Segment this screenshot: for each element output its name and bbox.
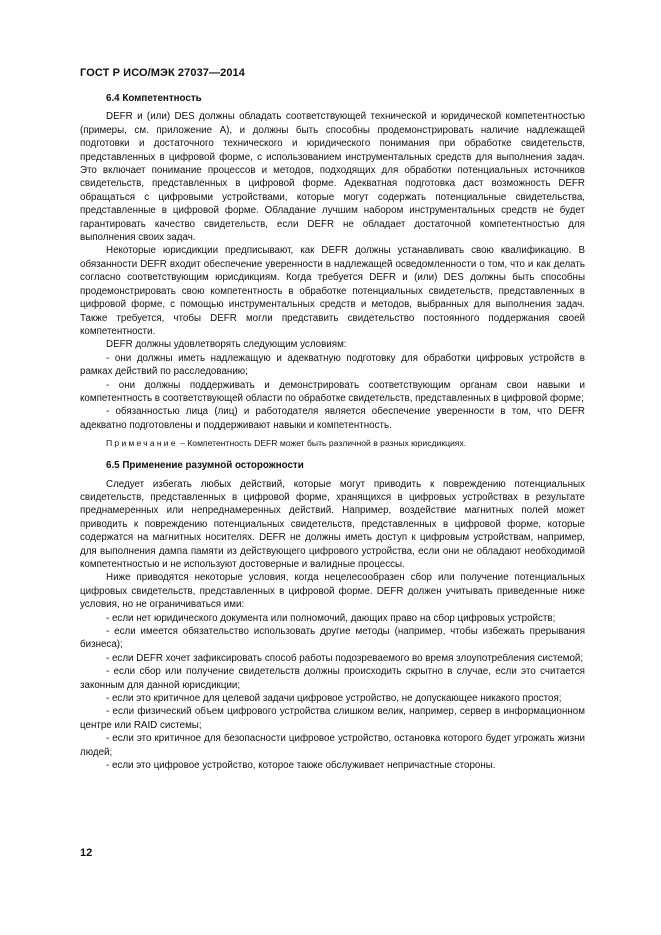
note-text: – Компетентность DEFR может быть различной в разных юрисдикциях. bbox=[177, 438, 467, 449]
paragraph: DEFR должны удовлетворять следующим условиям: bbox=[106, 339, 347, 351]
list-item: - если это критичное для безопасности цифровое устройство, остановка которого будет угрожать жизни людей; bbox=[80, 733, 585, 758]
list-item: - если сбор или получение свидетельств должны происходить скрытно в случае, если это считается законным для данной юрисдикции; bbox=[80, 666, 585, 691]
list-item: - если это критичное для целевой задачи цифровое устройство, не допускающее никакого простоя; bbox=[106, 693, 562, 705]
list-item: - если нет юридического документа или полномочий, дающих право на сбор цифровых устройств; bbox=[106, 612, 556, 624]
list-item: - обязанностью лица (лиц) и работодателя является обеспечение уверенности в том, что DEFR адекватно подготовлены и поддерживают навыки и компетентность. bbox=[80, 406, 585, 431]
paragraph: Следует избегать любых действий, которые могут приводить к повреждению потенциальных свидетельств, представленных в цифровой форме, хранящихся в цифровых устройствах в результате преднамеренных или непреднамеренных действий. Например, воздействие магнитных полей может приводить к повреждению потенциальных свидетельств, представленных в цифровой форме, которые содержатся на магнитных носителях. DEFR не должны иметь доступ к цифровым устройствам, например, для выполнения дампа памяти из действующего цифрового устройства, если они не обладают необходимой компетентностью и не используют достоверные и валидные процессы. bbox=[80, 478, 585, 570]
page-number: 12 bbox=[80, 847, 93, 859]
list-item: - если имеется обязательство использовать другие методы (например, чтобы избежать прерывания бизнеса); bbox=[80, 626, 585, 651]
section-heading-6-4: 6.4 Компетентность bbox=[106, 93, 202, 104]
list-item: - они должны иметь надлежащую и адекватную подготовку для обработки цифровых устройств в рамках действий по расследованию; bbox=[80, 352, 585, 378]
paragraph: Некоторые юрисдикции предписывают, как DEFR должны устанавливать свою квалификацию. В обязанности DEFR входит обеспечение уверенности в надлежащей осведомленности о том, что и как делать согласно соответствующим юрисдикциям. Когда требуется DEFR и (или) DES должны быть способны продемонстрировать свою компетентность в обработке потенциальных свидетельств, представленных в цифровой форме, с помощью инструментальных средств и методов, выбранных для выполнения задач. Также требуется, чтобы DEFR могли представить свидетельство постоянного поддержания своей компетентности. bbox=[80, 245, 585, 337]
paragraph: Ниже приводятся некоторые условия, когда нецелесообразен сбор или получение потенциальных цифровых свидетельств, представленных в цифровой форме. DEFR должен учитывать приведенные ниже условия, но не ограничиваться ими: bbox=[80, 572, 585, 611]
list-item: - если DEFR хочет зафиксировать способ работы подозреваемого во время злоупотребления системой; bbox=[106, 652, 584, 664]
document-header: ГОСТ Р ИСО/МЭК 27037—2014 bbox=[80, 67, 245, 79]
section-heading-6-5: 6.5 Применение разумной осторожности bbox=[106, 460, 304, 472]
document-body bbox=[80, 92, 585, 773]
note bbox=[80, 437, 585, 449]
note-label: Примечание bbox=[106, 438, 178, 449]
list-item: - если физический объем цифрового устройства слишком велик, например, сервер в информационном центре или RAID системы; bbox=[80, 706, 585, 731]
paragraph: DEFR и (или) DES должны обладать соответствующей технической и юридической компетентностью (примеры, см. приложение А), и должны быть способны продемонстрировать наличие надлежащей подготовки и достаточного технического и юридического понимания при обработке свидетельств, представленных в цифровой форме, с использованием инструментальных средств для выполнения задач. Это включает понимание процессов и методов, подходящих для обработки потенциальных источников свидетельств, представленных в цифровой форме. Адекватная подготовка даст возможность DEFR обращаться с цифровыми устройствами, которые могут содержать потенциальные свидетельства, представленные в цифровой форме. Обладание лучшим набором инструментальных средств не будет гарантировать качество свидетельств, если DEFR не обладает достаточной компетентностью для выполнения своих задач. bbox=[80, 111, 585, 244]
list-item: - если это цифровое устройство, которое также обслуживает непричастные стороны. bbox=[106, 760, 496, 772]
list-item: - они должны поддерживать и демонстрировать соответствующим органам свои навыки и компетентность в соответствующей области по обработке свидетельств, представленных в цифровой форме; bbox=[80, 379, 585, 404]
